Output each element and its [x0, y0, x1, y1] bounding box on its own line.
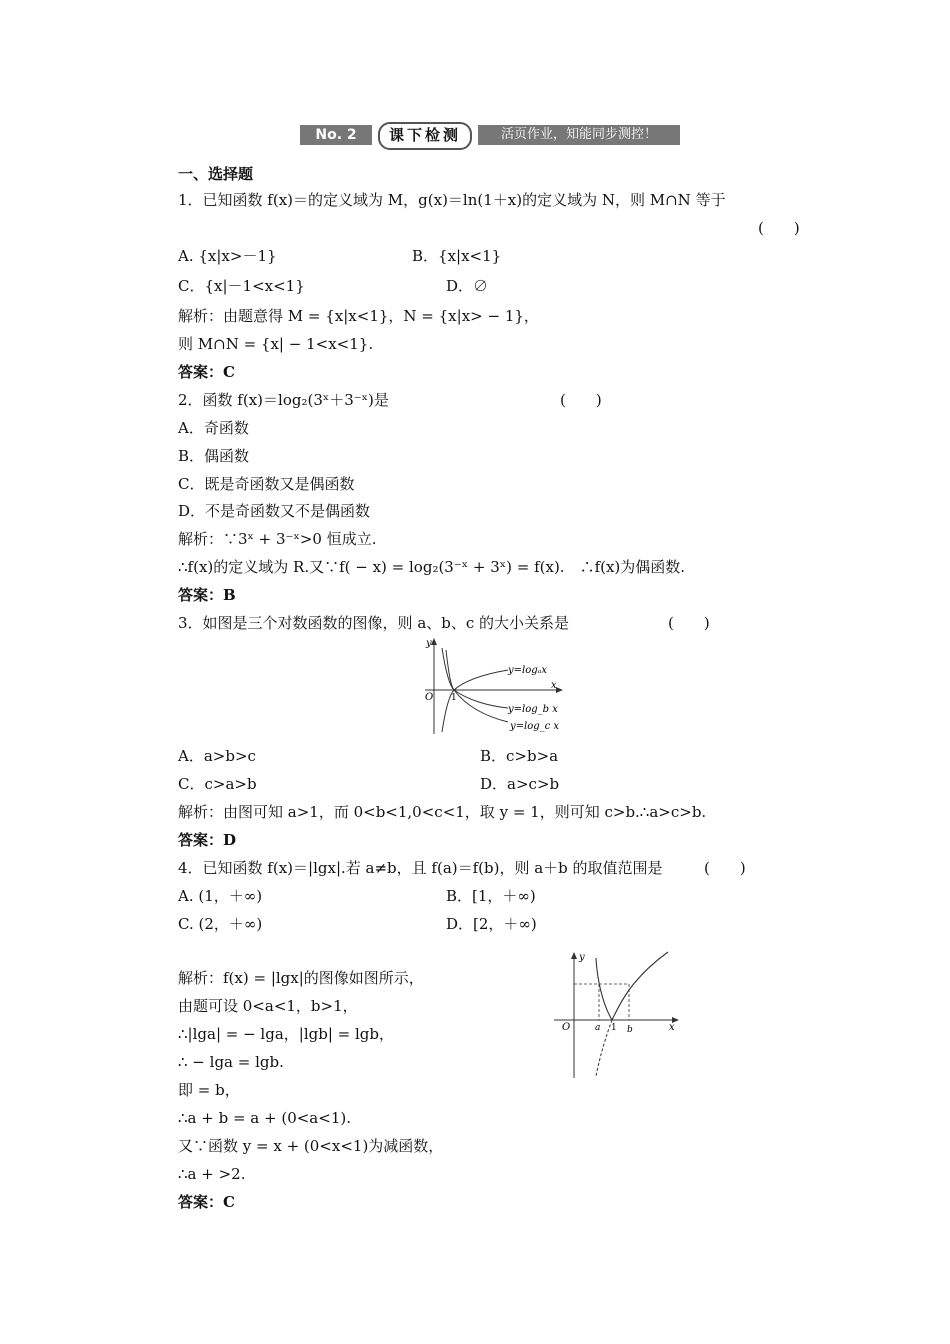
q2-option-b: B．偶函数	[178, 447, 250, 465]
q3-origin: O	[425, 692, 434, 703]
q3-option-b: B．c>b>a	[480, 747, 559, 765]
q2-option-a: A．奇函数	[178, 419, 249, 437]
q4-origin: O	[562, 1022, 571, 1033]
q3-y-label: y	[426, 638, 432, 649]
q4-tick-a: a	[595, 1023, 601, 1033]
q4-y-arrow	[571, 952, 577, 959]
banner-title: 课下检测	[378, 122, 472, 150]
q4-x-label: x	[669, 1022, 675, 1033]
q4-answer: 答案：C	[178, 1193, 235, 1211]
q4-analysis-1: 解析：f(x) = |lgx|的图像如图所示，	[178, 969, 424, 987]
q1-option-a: A. {x|x>－1}	[178, 247, 277, 265]
q3-label-c: y=log_c x	[510, 721, 560, 732]
q4-option-b: B．[1，＋∞)	[446, 887, 536, 905]
q4-curve-abs-lg	[596, 952, 668, 1020]
q4-option-a: A. (1，＋∞)	[178, 887, 263, 905]
q1-analysis-2: 则 M∩N = {x| − 1<x<1}.	[178, 335, 374, 353]
q3-option-a: A．a>b>c	[178, 747, 256, 765]
q1-analysis-1: 解析：由题意得 M = {x|x<1}，N = {x|x> − 1}，	[178, 307, 539, 325]
q1-option-b: B．{x|x<1}	[412, 247, 502, 265]
q4-analysis-2: 由题可设 0<a<1，b>1，	[178, 997, 358, 1015]
q3-tick-one: 1	[451, 693, 457, 703]
q3-x-arrow	[556, 687, 563, 693]
q3-y-arrow	[431, 638, 437, 645]
banner-tagline: 活页作业，知能同步测控！	[478, 125, 680, 145]
q4-option-c: C. (2，＋∞)	[178, 915, 263, 933]
q4-analysis-5: 即 = b，	[178, 1081, 240, 1099]
q2-paren: ( )	[560, 391, 602, 409]
q3-stem: 3．如图是三个对数函数的图像，则 a、b、c 的大小关系是	[178, 614, 570, 632]
q4-y-label: y	[579, 952, 585, 963]
q4-option-d: D．[2，＋∞)	[446, 915, 537, 933]
q4-paren: ( )	[704, 859, 746, 877]
q1-stem: 1．已知函数 f(x)＝的定义域为 M，g(x)＝ln(1＋x)的定义域为 N，则 M∩N 等于	[178, 191, 726, 209]
q4-analysis-7: 又∵函数 y = x + (0<x<1)为减函数，	[178, 1137, 444, 1155]
q4-stem: 4．已知函数 f(x)＝|lgx|.若 a≠b，且 f(a)＝f(b)，则 a＋b 的取值范围是	[178, 859, 663, 877]
q2-stem: 2．函数 f(x)＝log₂(3ˣ＋3⁻ˣ)是	[178, 391, 389, 409]
q3-label-b: y=log_b x	[508, 704, 558, 715]
q4-tick-b: b	[627, 1025, 633, 1035]
q2-analysis-2: ∴f(x)的定义域为 R.又∵f( − x) = log₂(3⁻ˣ + 3ˣ) = f(x). ∴f(x)为偶函数.	[178, 558, 686, 576]
banner-number: No. 2	[300, 125, 372, 145]
q3-paren: ( )	[668, 614, 710, 632]
q4-analysis-4: ∴ − lga = lgb.	[178, 1053, 284, 1071]
section-heading: 一、选择题	[178, 165, 254, 183]
q4-abs-log-graph	[550, 948, 685, 1083]
q3-x-label: x	[551, 680, 557, 691]
section-banner	[300, 122, 680, 148]
q1-option-d: D．∅	[446, 277, 489, 295]
q3-analysis: 解析：由图可知 a>1，而 0<b<1,0<c<1，取 y = 1，则可知 c>b.∴a>c>b.	[178, 803, 707, 821]
q4-analysis-3: ∴|lga| = − lga，|lgb| = lgb，	[178, 1025, 394, 1043]
q1-option-c: C．{x|－1<x<1}	[178, 277, 305, 295]
q4-analysis-8: ∴a + >2.	[178, 1165, 246, 1183]
q3-curve-c	[446, 650, 508, 722]
q3-option-c: C．c>a>b	[178, 775, 257, 793]
q3-label-a: y=logₐx	[508, 665, 548, 676]
q1-paren: ( )	[758, 219, 800, 237]
q3-option-d: D．a>c>b	[480, 775, 560, 793]
q3-log-graph	[420, 636, 570, 736]
q1-answer: 答案：C	[178, 363, 235, 381]
q4-tick-one: 1	[611, 1023, 617, 1033]
q2-option-d: D．不是奇函数又不是偶函数	[178, 502, 371, 520]
q2-answer: 答案：B	[178, 586, 236, 604]
q2-analysis-1: 解析：∵3ˣ + 3⁻ˣ>0 恒成立.	[178, 530, 377, 548]
q4-analysis-6: ∴a + b = a + (0<a<1).	[178, 1109, 351, 1127]
q3-answer: 答案：D	[178, 831, 237, 849]
q2-option-c: C．既是奇函数又是偶函数	[178, 475, 355, 493]
